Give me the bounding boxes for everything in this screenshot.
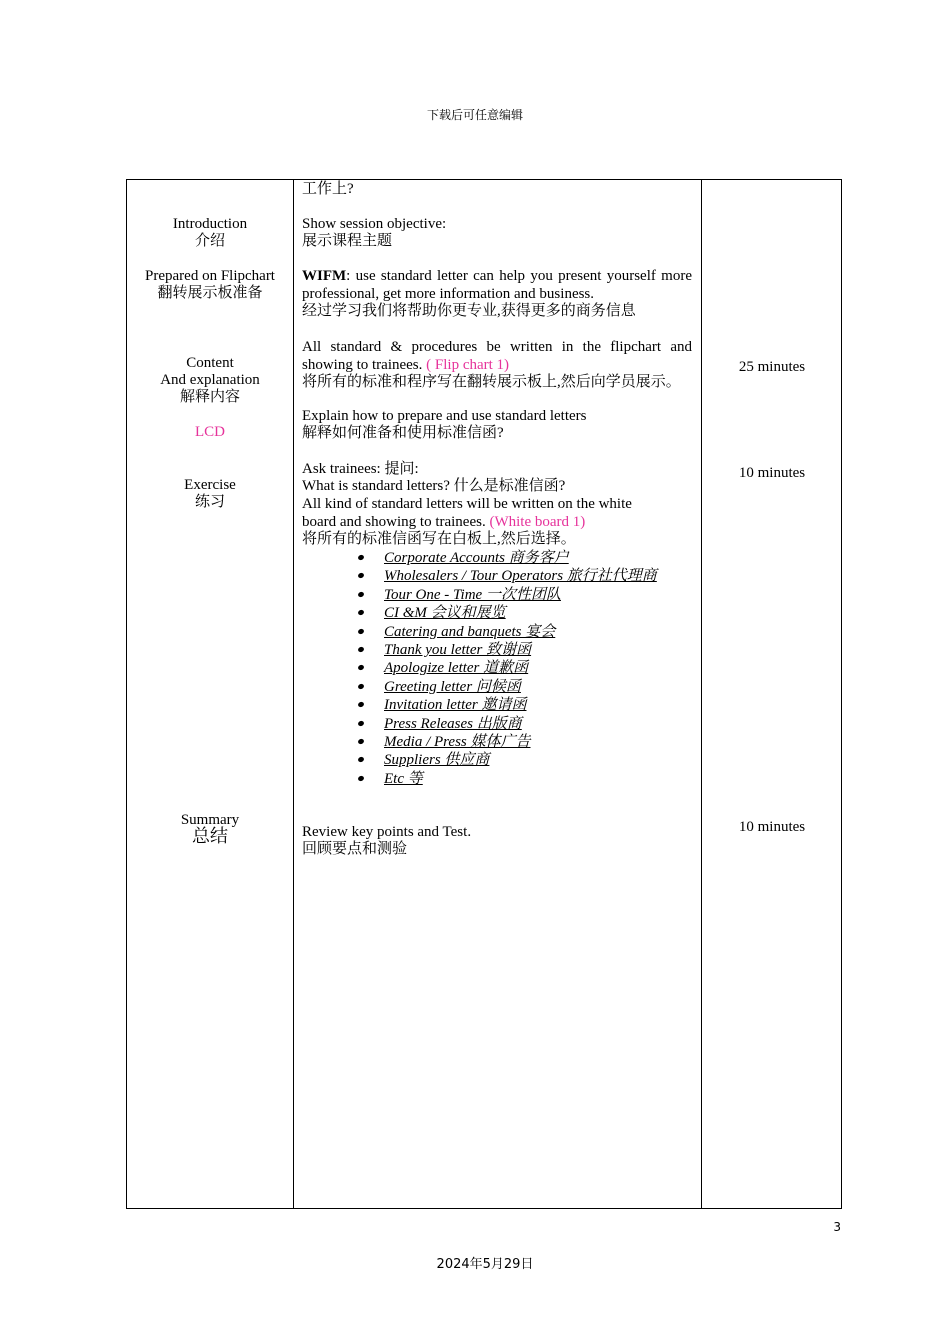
letter-type-label: Tour One - Time 一次性团队 [384, 586, 561, 603]
standards-cn: 将所有的标准和程序写在翻转展示板上,然后向学员展示。 [302, 374, 681, 390]
letter-type-label: CI &M 会议和展览 [384, 605, 506, 622]
standards-text: All standard & procedures be written in the flipchart and showing to trainees. [302, 339, 692, 373]
letter-type-item [302, 678, 657, 696]
bullet-icon [357, 554, 364, 561]
column-divider [293, 180, 294, 1208]
bullet-icon [357, 646, 364, 653]
objective-en: Show session objective: [302, 216, 447, 232]
review-en: Review key points and Test. [302, 824, 472, 840]
white-board-reference: (White board 1) [485, 513, 586, 530]
content-column [302, 180, 692, 1208]
letter-type-item [302, 696, 657, 714]
duration-summary: 10 minutes [738, 819, 806, 835]
explain-cn: 解释如何准备和使用标准信函? [302, 425, 504, 441]
label-introduction-en: Introduction [172, 216, 248, 232]
letter-type-label: Apologize letter 道歉函 [384, 660, 529, 677]
letter-type-label: Greeting letter 问候函 [384, 678, 521, 695]
letter-type-label: Etc 等 [384, 770, 423, 787]
label-content-en: Content [186, 355, 234, 371]
letter-type-item [302, 604, 657, 622]
bullet-icon [357, 665, 364, 672]
bullet-icon [357, 683, 364, 690]
label-flipchart-en: Prepared on Flipchart [145, 268, 275, 284]
letter-type-label: Wholesalers / Tour Operators 旅行社代理商 [384, 568, 657, 585]
objective-cn: 展示课程主题 [302, 233, 393, 249]
duration-exercise: 10 minutes [738, 465, 806, 481]
letter-type-label: Corporate Accounts 商务客户 [384, 550, 569, 566]
letter-type-label: Press Releases 出版商 [384, 715, 522, 732]
label-lcd: LCD [195, 424, 225, 440]
bullet-icon [357, 701, 364, 708]
letter-type-item [302, 715, 657, 733]
letter-type-item [302, 751, 657, 769]
letter-type-label: Invitation letter 邀请函 [384, 697, 527, 714]
wifm-text: : use standard letter can help you present yourself more professional, get more information and business. [302, 268, 692, 302]
bullet-icon [357, 628, 364, 635]
letter-type-item [302, 586, 657, 604]
bullet-icon [357, 609, 364, 616]
page-header: 下载后可任意编辑 [426, 108, 523, 122]
page-footer-date: 2024年5月29日 [436, 1257, 534, 1272]
letter-types-list [302, 549, 657, 788]
label-flipchart-cn: 翻转展示板准备 [157, 285, 263, 301]
all-kind-paragraph [302, 496, 652, 531]
letter-type-item [302, 567, 657, 585]
label-exercise-en: Exercise [184, 477, 236, 493]
bullet-icon [357, 573, 364, 580]
flip-chart-reference: ( Flip chart 1) [422, 356, 510, 373]
wifm-label: WIFM [302, 268, 347, 284]
bullet-icon [357, 738, 364, 745]
wifm-cn: 经过学习我们将帮助你更专业,获得更多的商务信息 [302, 303, 636, 319]
explain-en: Explain how to prepare and use standard letters [302, 408, 587, 424]
all-kind-text: All kind of standard letters will be written on the white board and showing to trainees. [302, 496, 632, 530]
time-column [702, 180, 842, 1208]
letter-type-item [302, 659, 657, 677]
letter-type-item [302, 549, 657, 567]
label-exercise-cn: 练习 [194, 494, 225, 510]
page-number: 3 [833, 1220, 841, 1234]
lesson-plan-table [126, 179, 842, 1209]
content-top-line: 工作上? [302, 181, 354, 197]
bullet-icon [357, 720, 364, 727]
ask-trainees: Ask trainees: 提问: [302, 461, 419, 477]
duration-content: 25 minutes [738, 359, 806, 375]
what-is-standard: What is standard letters? 什么是标准信函? [302, 478, 566, 494]
label-summary-en: Summary [180, 812, 240, 828]
label-summary-cn: 总结 [192, 826, 228, 846]
letter-type-item [302, 733, 657, 751]
label-introduction-cn: 介绍 [194, 233, 225, 249]
letter-type-item [302, 641, 657, 659]
bullet-icon [357, 757, 364, 764]
letter-type-label: Catering and banquets 宴会 [384, 623, 556, 640]
section-label-column [127, 180, 293, 1208]
letter-type-label: Media / Press 媒体广告 [384, 734, 531, 751]
label-explanation-en: And explanation [160, 372, 260, 388]
letter-type-label: Suppliers 供应商 [384, 752, 490, 769]
letter-type-item [302, 770, 657, 788]
letter-type-item [302, 623, 657, 641]
label-content-cn: 解释内容 [179, 389, 240, 405]
standards-paragraph [302, 339, 692, 374]
bullet-icon [357, 591, 364, 598]
bullet-icon [357, 775, 364, 782]
wifm-paragraph [302, 268, 692, 303]
letter-type-label: Thank you letter 致谢函 [384, 642, 532, 659]
review-cn: 回顾要点和测验 [302, 841, 408, 857]
all-kind-cn: 将所有的标准信函写在白板上,然后选择。 [302, 531, 576, 547]
